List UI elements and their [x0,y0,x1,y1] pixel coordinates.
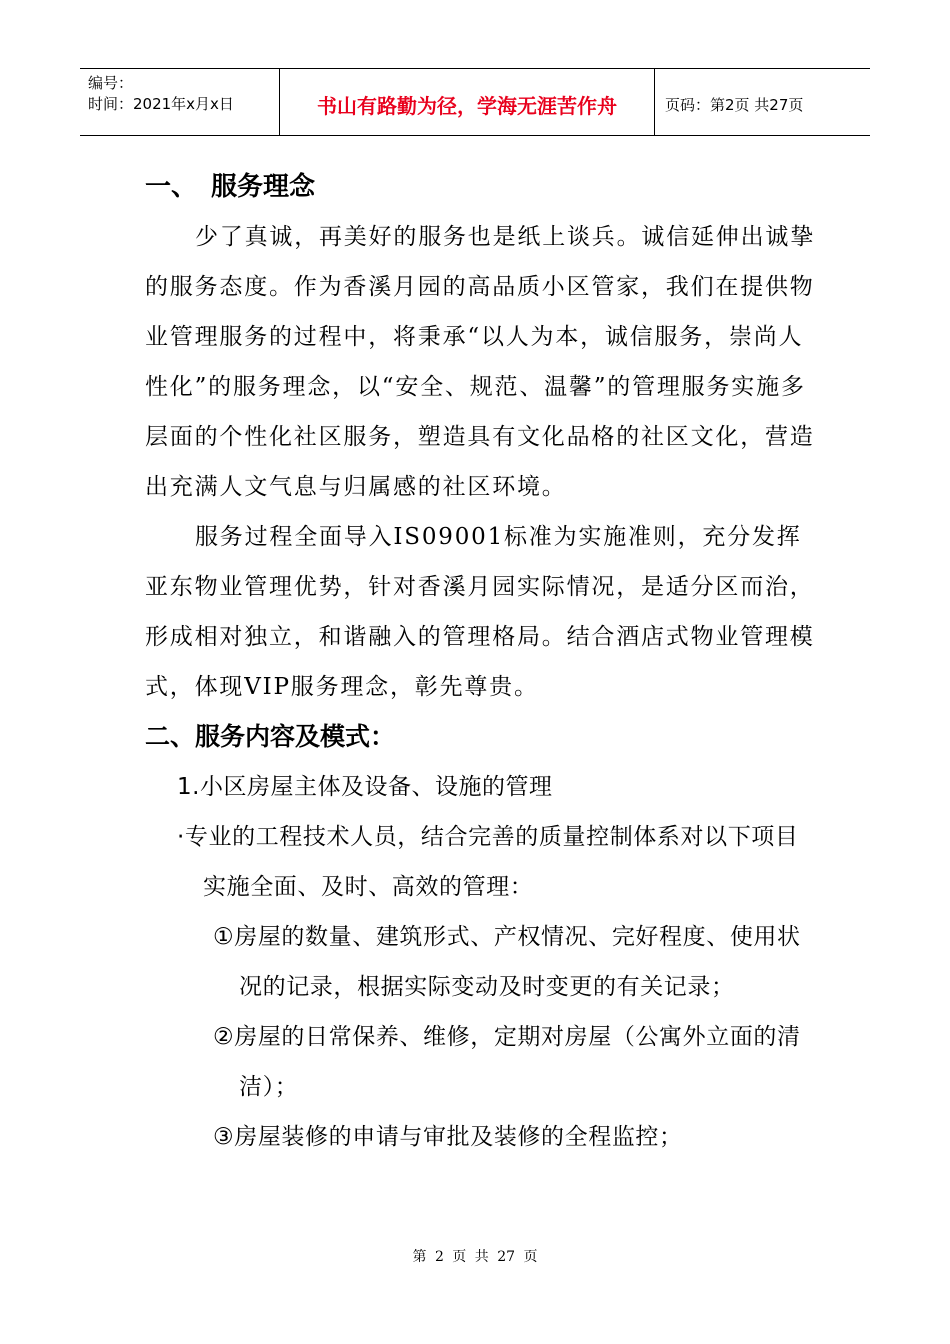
section1-heading [145,162,815,212]
page-header [80,68,870,136]
section1-paragraph-2: 服务过程全面导入IS09001标准为实施准则，充分发挥亚东物业管理优势，针对香溪月园实际情况，是适分区而治，形成相对独立，和谐融入的管理格局。结合酒店式物业管理模式，体现VIP服务理念，彰先尊贵。 [145,524,815,700]
page-footer: 第 2 页 共 27 页 [412,1249,538,1265]
list-item-1: ①房屋的数量、建筑形式、产权情况、完好程度、使用状况的记录，根据实际变动及时变更的有关记录； [213,924,801,1000]
section1-title: 服务理念 [211,172,316,202]
section1-paragraph-1: 少了真诚，再美好的服务也是纸上谈兵。诚信延伸出诚挚的服务态度。作为香溪月园的高品质小区管家，我们在提供物业管理服务的过程中，将秉承“以人为本，诚信服务，崇尚人性化”的服务理念，以“安全、规范、温馨”的管理服务实施多层面的个性化社区服务，塑造具有文化品格的社区文化，营造出充满人文气息与归属感的社区环境。 [145,224,815,500]
section1-number: 一、 [145,172,198,202]
number-label: 编号： [88,74,134,92]
header-meta [80,69,280,135]
bullet-item: ·专业的工程技术人员，结合完善的质量控制体系对以下项目实施全面、及时、高效的管理： [177,824,799,900]
document-body [145,162,815,1162]
list-item-2: ②房屋的日常保养、维修，定期对房屋（公寓外立面的清洁）； [213,1024,801,1100]
header-page-info: 页码：第2页 共27页 [665,95,804,114]
section2-heading: 二、服务内容及模式： [145,722,396,751]
list-item-3: ③房屋装修的申请与审批及装修的全程监控； [213,1124,683,1150]
subsection1-heading: 1.小区房屋主体及设备、设施的管理 [177,774,553,800]
header-motto: 书山有路勤为径，学海无涯苦作舟 [280,69,655,135]
time-label: 时间：2021年x月x日 [88,95,234,113]
